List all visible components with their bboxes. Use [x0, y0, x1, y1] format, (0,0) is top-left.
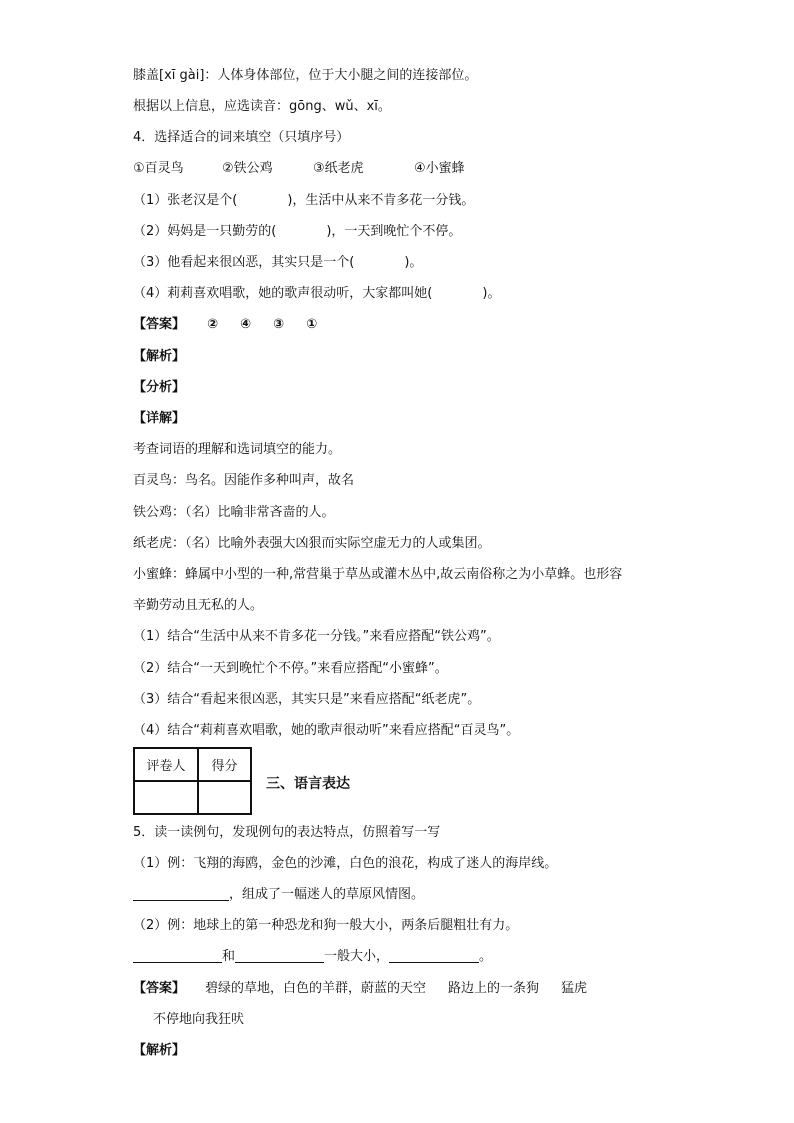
detail-line-3: 铁公鸡：（名）比喻非常吝啬的人。 — [133, 505, 335, 520]
question-5-1-example: （1）例：飞翔的海鸥，金色的沙滩，白色的浪花，构成了迷人的海岸线。 — [133, 856, 558, 871]
question-5-2-blank-line — [133, 948, 492, 966]
question-5-1-blank-line — [133, 886, 424, 904]
blank-5-2-b[interactable] — [235, 948, 324, 963]
q2-text-a: （2）妈妈是一只勤劳的( — [133, 224, 277, 239]
q4-text-a: （4）莉莉喜欢唱歌，她的歌声很动听，大家都叫她( — [133, 286, 433, 301]
answer-2-a: 碧绿的草地，白色的羊群，蔚蓝的天空 — [205, 981, 427, 996]
explain-line-2: （2）结合“一天到晚忙个不停。”来看应搭配“小蜜蜂”。 — [133, 661, 448, 676]
blank-5-2-c[interactable] — [389, 948, 479, 963]
answer-2-b: 路边上的一条狗 — [448, 981, 540, 996]
explain-line-1: （1）结合“生活中从来不肯多花一分钱。”来看应搭配“铁公鸡”。 — [133, 629, 500, 644]
analysis-label: 【解析】 — [133, 349, 186, 364]
q1-text-a: （1）张老汉是个( — [133, 193, 238, 208]
option-2: ②铁公鸡 — [222, 161, 273, 176]
question-4-title: 4．选择适合的词来填空（只填序号） — [133, 130, 350, 145]
text-line-reading: 根据以上信息，应选读音：gōng、wǔ、xī。 — [133, 99, 391, 114]
detail-line-5: 小蜜蜂：蜂属中小型的一种,常营巢于草丛或灌木丛中,故云南俗称之为小草蜂。也形容 — [133, 567, 623, 582]
answer-line — [133, 316, 317, 334]
grader-cell — [134, 781, 198, 814]
q2-text-b: )，一天到晚忙个不停。 — [326, 224, 462, 239]
text-line-knee: 膝盖[xī gài]：人体身体部位，位于大小腿之间的连接部位。 — [133, 68, 478, 83]
answer-2-line — [133, 980, 587, 998]
detail-line-6: 辛勤劳动且无私的人。 — [133, 598, 264, 613]
q5-2-and: 和 — [222, 949, 236, 964]
option-4: ④小蜜蜂 — [414, 161, 465, 176]
answer-label: 【答案】 — [133, 317, 186, 332]
answer-4: ① — [306, 317, 318, 332]
answer-2-d: 不停地向我狂吠 — [153, 1012, 245, 1027]
section-title: 三、语言表达 — [266, 776, 350, 792]
analysis-label-2: 【解析】 — [133, 1043, 186, 1058]
answer-3: ③ — [273, 317, 285, 332]
q5-1-text: ，组成了一幅迷人的草原风情图。 — [229, 887, 425, 902]
detail-line-4: 纸老虎：（名）比喻外表强大凶狠而实际空虚无力的人或集团。 — [133, 536, 491, 551]
q1-text-b: )，生活中从来不肯多花一分钱。 — [287, 193, 475, 208]
question-4-4 — [133, 285, 500, 303]
q3-text-a: （3）他看起来很凶恶，其实只是一个( — [133, 255, 355, 270]
question-4-1 — [133, 192, 474, 210]
question-5-title: 5．读一读例句，发现例句的表达特点，仿照着写一写 — [133, 825, 441, 840]
explain-line-4: （4）结合“莉莉喜欢唱歌，她的歌声很动听”来看应搭配“百灵鸟”。 — [133, 723, 520, 738]
question-4-2 — [133, 223, 461, 241]
q5-2-mid: 一般大小， — [324, 949, 390, 964]
detail-line-1: 考查词语的理解和选词填空的能力。 — [133, 442, 342, 457]
answer-2-label: 【答案】 — [133, 981, 186, 996]
blank-5-2-a[interactable] — [133, 948, 222, 963]
blank-5-1[interactable] — [133, 886, 229, 901]
detail-line-2: 百灵鸟：鸟名。因能作多种叫声，故名 — [133, 473, 355, 488]
q3-text-b: )。 — [404, 255, 423, 270]
q5-2-end: 。 — [479, 949, 493, 964]
question-5-2-example: （2）例：地球上的第一种恐龙和狗一般大小，两条后腿粗壮有力。 — [133, 918, 519, 933]
grader-header: 评卷人 — [134, 748, 198, 781]
answer-2: ④ — [240, 317, 252, 332]
fenxi-label: 【分析】 — [133, 380, 186, 395]
option-3: ③纸老虎 — [313, 161, 364, 176]
score-header: 得分 — [198, 748, 251, 781]
explain-line-3: （3）结合“看起来很凶恶，其实只是”来看应搭配“纸老虎”。 — [133, 692, 481, 707]
answer-2-c: 猛虎 — [561, 981, 588, 996]
score-table — [133, 747, 252, 815]
answer-1: ② — [207, 317, 219, 332]
option-1: ①百灵鸟 — [133, 161, 184, 176]
q4-text-b: )。 — [482, 286, 501, 301]
detail-label: 【详解】 — [133, 411, 186, 426]
score-cell — [198, 781, 251, 814]
question-4-3 — [133, 254, 422, 272]
